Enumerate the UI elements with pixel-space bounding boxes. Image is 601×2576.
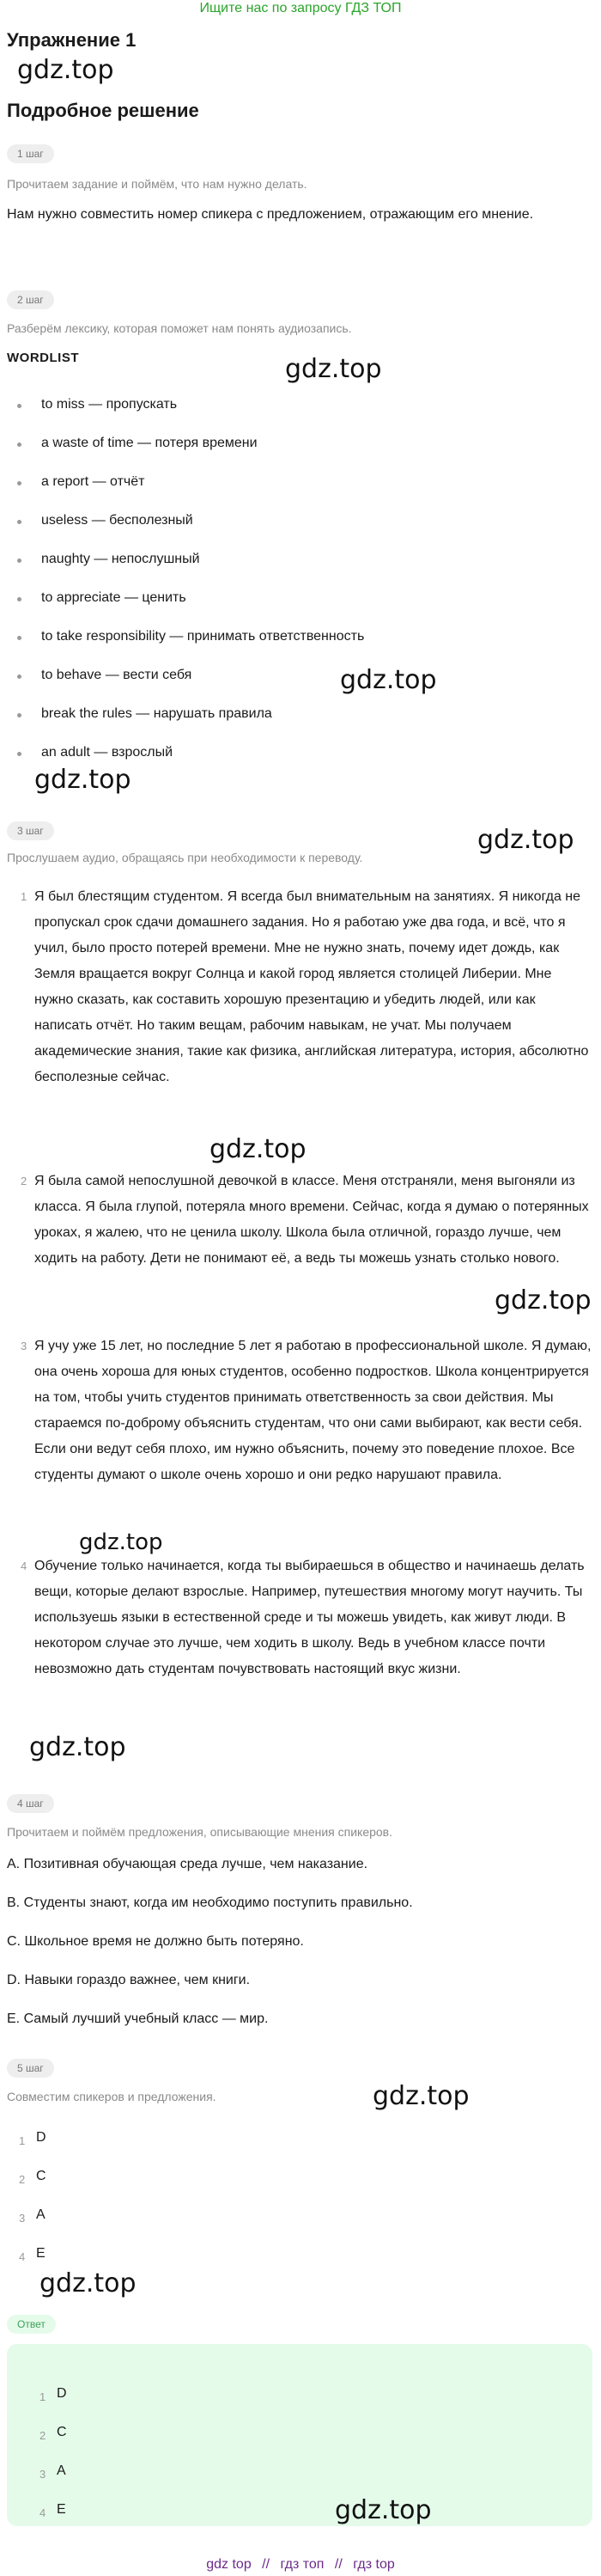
wordlist-title: WORDLIST [7,351,79,365]
watermark: gdz.top [79,1529,163,1555]
list-item: D. Навыки гораздо важнее, чем книги. [7,1973,251,1987]
list-item: to behave — вести себя [41,668,191,683]
step-hint: Прочитаем задание и поймём, что нам нужно делать. [7,177,307,191]
step-badge: 3 шаг [7,821,54,840]
footer-link[interactable]: gdz top [206,2557,252,2572]
list-item: 2 Я была самой непослушной девочкой в классе. Меня отстраняли, меня выгоняли из класса. Я была глупой, потеряла много времени. Сейчас, когда я думаю о потерянных уроках, я жалею, что не ценила школу. Школа была отличной, гораздо лучше, чем ходить на работу. Дети не понимают её, а ведь ты можешь узнать столько нового. [34,1169,592,1272]
list-item: naughty — непослушный [41,552,200,567]
watermark: gdz.top [373,2081,470,2111]
watermark: gdz.top [477,825,574,855]
watermark: gdz.top [34,765,131,795]
answer-badge: Ответ [7,2315,56,2334]
match-row: 1 D [19,2130,46,2147]
list-item: 3 Я учу уже 15 лет, но последние 5 лет я работаю в профессиональной школе. Я думаю, она очень хороша для юных студентов, особенно подростков. Школа концентрируется на том, чтобы учить студентов принимать ответственность за свои действия. Мы стараемся по-доброму объяснить студентам, что они сами выбирают, как вести себя. Если они ведут себя плохо, им нужно объяснить, почему это поведение плохое. Все студенты думают о школе очень хорошо и они редко нарушают правила. [34,1334,592,1488]
item-number: 2 [21,1175,27,1187]
answer-box [7,2344,592,2526]
list-item: a report — отчёт [41,474,144,490]
match-row: 3 A [19,2207,46,2225]
footer-link[interactable]: гдз топ [280,2557,325,2572]
step-badge: 5 шаг [7,2059,54,2078]
list-item: A. Позитивная обучающая среда лучше, чем наказание. [7,1857,368,1871]
list-item: useless — бесполезный [41,513,193,528]
step-hint: Разберём лексику, которая поможет нам понять аудиозапись. [7,321,352,335]
step-hint: Совместим спикеров и предложения. [7,2090,216,2103]
list-item: E. Самый лучший учебный класс — мир. [7,2011,269,2026]
list-item: 1 Я был блестящим студентом. Я всегда был внимательным на занятиях. Я никогда не пропускал срок сдачи домашнего задания. Но я работаю уже два года, и всё, что я учил, было просто потерей времени. Мне не нужно знать, почему идет дождь, как Земля вращается вокруг Солнца и какой город является столицей Либерии. Мне нужно сказать, как составить хорошую презентацию и убедить людей, или как написать отчёт. Но таким вещам, рабочим навыкам, не учат. Мы получаем академические знания, такие как физика, английская литература, история, абсолютно бесполезные сейчас. [34,884,592,1090]
answer-row: 2 C [39,2425,67,2442]
item-number: 3 [21,1340,27,1352]
watermark: gdz.top [209,1134,307,1164]
step-badge: 1 шаг [7,144,54,163]
watermark: gdz.top [29,1732,126,1762]
list-item: a waste of time — потеря времени [41,436,258,451]
list-item: to take responsibility — принимать ответственность [41,629,364,644]
watermark: gdz.top [39,2268,137,2298]
answer-row: 1 D [39,2386,67,2403]
footer-separator: // [262,2557,270,2572]
footer-links [0,2557,601,2573]
list-item: 4 Обучение только начинается, когда ты выбираешься в общество и начинаешь делать вещи, которые делают взрослые. Например, путешествия многому могут научить. Ты используешь языки в естественной среде и ты можешь увидеть, как живут люди. В некотором случае это лучше, чем ходить в школу. Ведь в учебном классе почти невозможно дать студентам почувствовать настоящий вкус жизни. [34,1554,592,1682]
step-badge: 4 шаг [7,1794,54,1813]
solution-title: Подробное решение [7,100,199,121]
step-text: Нам нужно совместить номер спикера с предложением, отражающим его мнение. [7,207,534,222]
item-number: 1 [21,890,27,903]
footer-separator: // [334,2557,343,2572]
match-row: 2 C [19,2169,46,2186]
list-item: C. Школьное время не должно быть потеряно. [7,1934,304,1949]
step-badge: 2 шаг [7,290,54,309]
match-row: 4 E [19,2246,46,2263]
list-item: break the rules — нарушать правила [41,706,272,722]
watermark: gdz.top [495,1285,592,1315]
footer-link[interactable]: гдз top [353,2557,395,2572]
step-hint: Прочитаем и поймём предложения, описывающие мнения спикеров. [7,1825,393,1839]
answer-row: 3 A [39,2463,66,2481]
answer-row: 4 E [39,2502,66,2519]
list-item: to appreciate — ценить [41,590,186,606]
item-number: 4 [21,1560,27,1572]
exercise-title: Упражнение 1 [7,29,137,51]
list-item: to miss — пропускать [41,397,177,412]
watermark: gdz.top [335,2495,432,2525]
watermark: gdz.top [17,55,114,85]
search-banner[interactable]: Ищите нас по запросу ГДЗ ТОП [199,1,402,15]
list-item: an adult — взрослый [41,745,173,760]
watermark: gdz.top [285,354,382,384]
list-item: B. Студенты знают, когда им необходимо поступить правильно. [7,1895,413,1910]
watermark: gdz.top [340,665,437,695]
step-hint: Прослушаем аудио, обращаясь при необходимости к переводу. [7,851,363,864]
